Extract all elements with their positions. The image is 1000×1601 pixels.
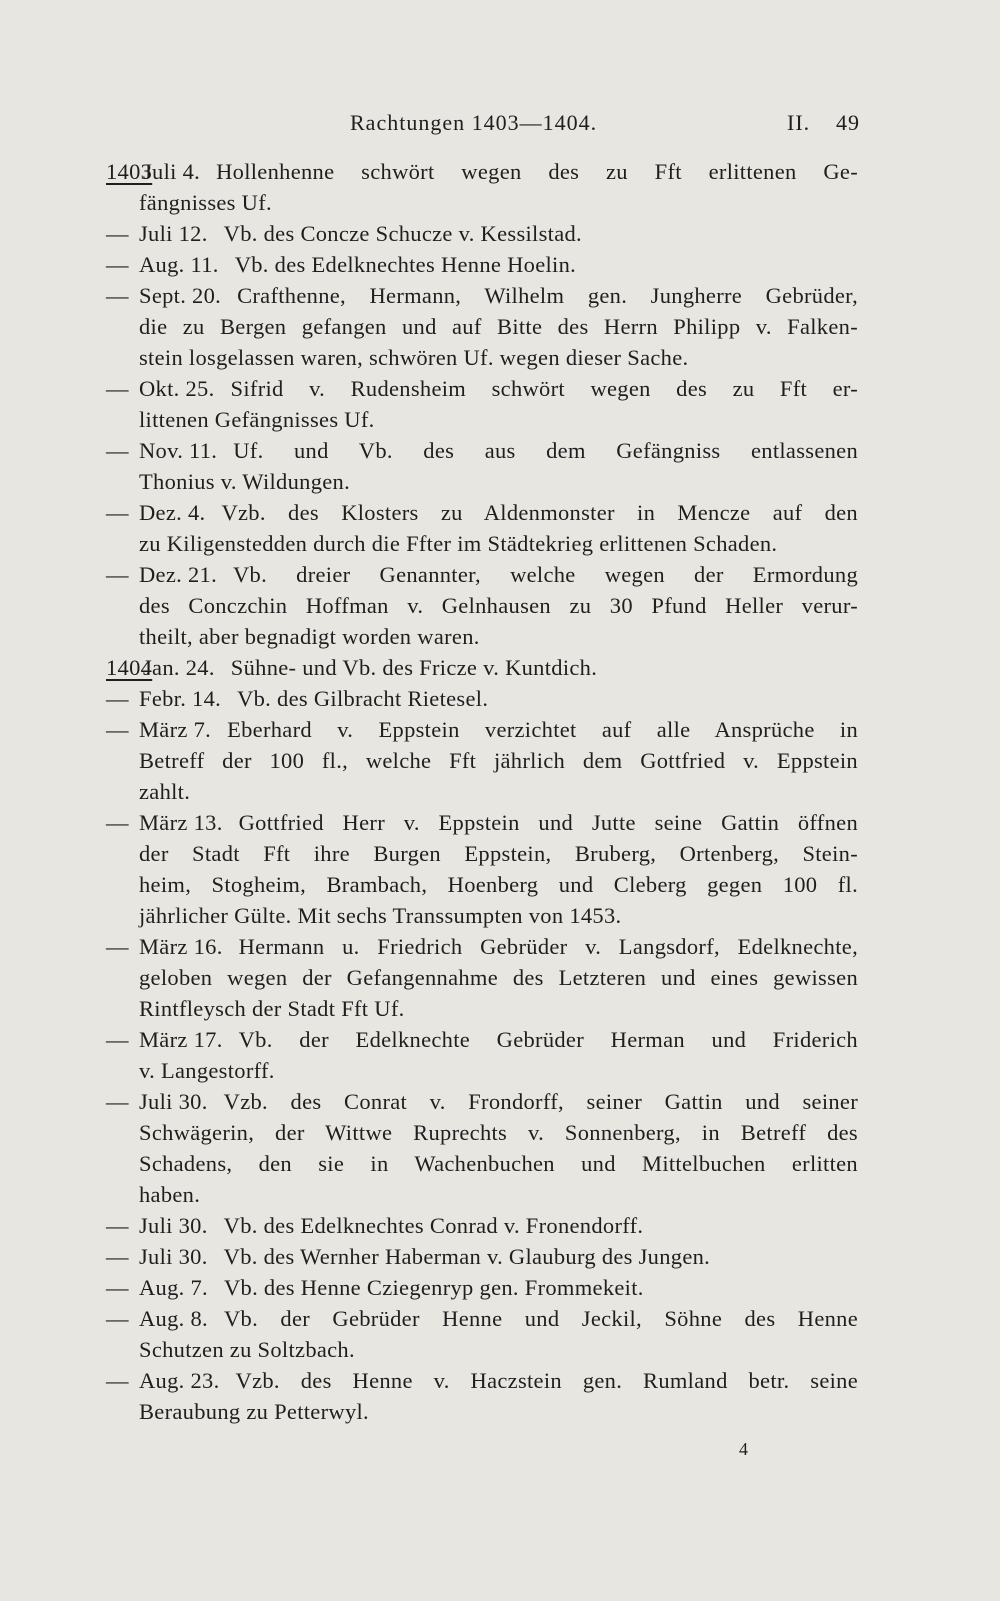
entry-text-line: Vzb. des Henne v. Haczstein gen. Rumland betr. seine: [235, 1368, 858, 1393]
entry-dash: —: [106, 686, 129, 711]
entry-date: Dez. 21.: [139, 562, 217, 587]
entry-date: März 13.: [139, 810, 223, 835]
entry-text-line: Vb. der Edelknechte Gebrüder Herman und Friderich: [238, 1027, 858, 1052]
entry-text-line: der Stadt Fft ihre Burgen Eppstein, Bruberg, Ortenberg, Stein-: [139, 841, 858, 866]
running-title: Rachtungen 1403—1404.: [350, 110, 598, 135]
entry-date: März 7.: [139, 717, 212, 742]
entry-dash: —: [106, 1213, 129, 1238]
regest-entry: [106, 249, 858, 280]
entry-text-line: Vb. dreier Genannter, welche wegen der Ermordung: [233, 562, 858, 587]
regest-entry: [106, 1210, 858, 1241]
entry-dash: —: [106, 376, 129, 401]
entry-text-line: Vb. des Concze Schucze v. Kessilstad.: [223, 221, 582, 246]
regest-entry: [106, 497, 858, 559]
entry-dash: —: [106, 1089, 129, 1114]
entry-text-line: v. Langestorff.: [139, 1058, 275, 1083]
entry-date: Aug. 23.: [139, 1368, 220, 1393]
regest-entry: [106, 1086, 858, 1210]
entry-dash: —: [106, 1244, 129, 1269]
section-number: II.: [787, 110, 811, 135]
entry-text-line: Vzb. des Klosters zu Aldenmonster in Mencze auf den: [221, 500, 858, 525]
entry-text-line: theilt, aber begnadigt worden waren.: [139, 624, 480, 649]
regest-entry: [106, 1303, 858, 1365]
running-header: [0, 106, 1000, 142]
entry-date: Aug. 11.: [139, 252, 219, 277]
entry-text-line: zahlt.: [139, 779, 191, 804]
entry-date: März 16.: [139, 934, 223, 959]
entry-text-line: Schadens, den sie in Wachenbuchen und Mittelbuchen erlitten: [139, 1151, 858, 1176]
regest-entry: [106, 1024, 858, 1086]
entry-dash: —: [106, 1306, 129, 1331]
entry-text-line: Crafthenne, Hermann, Wilhelm gen. Jungherre Gebrüder,: [237, 283, 858, 308]
entry-text-line: Vb. der Gebrüder Henne und Jeckil, Söhne des Henne: [223, 1306, 858, 1331]
entry-text-line: Vb. des Edelknechtes Conrad v. Fronendorff.: [223, 1213, 644, 1238]
regest-entry: [106, 807, 858, 931]
entry-text-line: Vb. des Henne Cziegenryp gen. Frommekeit.: [223, 1275, 644, 1300]
regest-entry: [106, 280, 858, 373]
entry-dash: —: [106, 221, 129, 246]
regest-entry: [106, 931, 858, 1024]
entry-text-line: die zu Bergen gefangen und auf Bitte des Herrn Philipp v. Falken-: [139, 314, 858, 339]
entry-text-line: Eberhard v. Eppstein verzichtet auf alle Ansprüche in: [227, 717, 858, 742]
entry-date: Aug. 8.: [139, 1306, 208, 1331]
entry-text-line: Sühne- und Vb. des Fricze v. Kuntdich.: [230, 655, 598, 680]
entry-text-line: Uf. und Vb. des aus dem Gefängniss entlassenen: [233, 438, 858, 463]
entry-date: Juli 30.: [139, 1213, 208, 1238]
entry-text-line: Beraubung zu Petterwyl.: [139, 1399, 369, 1424]
entry-dash: —: [106, 438, 129, 463]
regest-entry: [106, 218, 858, 249]
entry-dash: —: [106, 1027, 129, 1052]
entry-text-line: Thonius v. Wildungen.: [139, 469, 351, 494]
entry-text-line: Sifrid v. Rudensheim schwört wegen des zu Fft er-: [230, 376, 858, 401]
regest-entry: [106, 683, 858, 714]
entry-text-line: littenen Gefängnisses Uf.: [139, 407, 375, 432]
regest-entry: [106, 1241, 858, 1272]
entry-dash: —: [106, 1275, 129, 1300]
entry-text-line: Vb. des Wernher Haberman v. Glauburg des Jungen.: [223, 1244, 711, 1269]
regest-entry: [106, 156, 858, 218]
regest-entry: [106, 559, 858, 652]
regest-entry: [106, 714, 858, 807]
page-number: 49: [836, 110, 860, 135]
entry-date: März 17.: [139, 1027, 223, 1052]
entry-text-line: Hollenhenne schwört wegen des zu Fft erlittenen Ge-: [216, 159, 858, 184]
regest-entry: [106, 1272, 858, 1303]
entry-text-line: jährlicher Gülte. Mit sechs Transsumpten von 1453.: [139, 903, 622, 928]
entry-date: Jan. 24.: [143, 655, 215, 680]
entry-dash: —: [106, 500, 129, 525]
entry-text-line: Hermann u. Friedrich Gebrüder v. Langsdorf, Edelknechte,: [238, 934, 858, 959]
entry-text-line: stein losgelassen waren, schwören Uf. wegen dieser Sache.: [139, 345, 689, 370]
entry-date: Aug. 7.: [139, 1275, 208, 1300]
entry-text-line: Vb. des Edelknechtes Henne Hoelin.: [234, 252, 577, 277]
entry-text-line: geloben wegen der Gefangennahme des Letzteren und eines gewissen: [139, 965, 858, 990]
entry-text-line: Betreff der 100 fl., welche Fft jährlich dem Gottfried v. Eppstein: [139, 748, 858, 773]
entry-text-line: Gottfried Herr v. Eppstein und Jutte seine Gattin öffnen: [238, 810, 858, 835]
entry-date: Juli 4.: [143, 159, 201, 184]
entry-text-line: zu Kiligenstedden durch die Ffter im Städtekrieg erlittenen Schaden.: [139, 531, 778, 556]
regest-list: [106, 156, 858, 1427]
entry-dash: —: [106, 252, 129, 277]
entry-date: Febr. 14.: [139, 686, 222, 711]
entry-date: Sept. 20.: [139, 283, 222, 308]
entry-dash: —: [106, 717, 129, 742]
entry-year: 1403: [106, 159, 153, 184]
entry-date: Juli 30.: [139, 1244, 208, 1269]
entry-text-line: haben.: [139, 1182, 201, 1207]
entry-text-line: Vzb. des Conrat v. Frondorff, seiner Gattin und seiner: [223, 1089, 858, 1114]
entry-text-line: Vb. des Gilbracht Rietesel.: [237, 686, 489, 711]
entry-date: Juli 12.: [139, 221, 208, 246]
entry-dash: —: [106, 283, 129, 308]
signature-mark: 4: [739, 1439, 748, 1459]
entry-dash: —: [106, 810, 129, 835]
entry-text-line: Rintfleysch der Stadt Fft Uf.: [139, 996, 405, 1021]
entry-dash: —: [106, 1368, 129, 1393]
entry-text-line: fängnisses Uf.: [139, 190, 272, 215]
entry-date: Dez. 4.: [139, 500, 206, 525]
entry-text-line: Schwägerin, der Wittwe Ruprechts v. Sonnenberg, in Betreff des: [139, 1120, 858, 1145]
regest-entry: [106, 373, 858, 435]
entry-text-line: des Conczchin Hoffman v. Gelnhausen zu 30 Pfund Heller verur-: [139, 593, 858, 618]
entry-dash: —: [106, 562, 129, 587]
entry-date: Juli 30.: [139, 1089, 208, 1114]
entry-text-line: heim, Stogheim, Brambach, Hoenberg und Cleberg gegen 100 fl.: [139, 872, 858, 897]
entry-dash: —: [106, 934, 129, 959]
regest-entry: [106, 1365, 858, 1427]
entry-date: Okt. 25.: [139, 376, 215, 401]
regest-entry: [106, 652, 858, 683]
regest-entry: [106, 435, 858, 497]
entry-year: 1404: [106, 655, 153, 680]
entry-date: Nov. 11.: [139, 438, 218, 463]
entry-text-line: Schutzen zu Soltzbach.: [139, 1337, 355, 1362]
